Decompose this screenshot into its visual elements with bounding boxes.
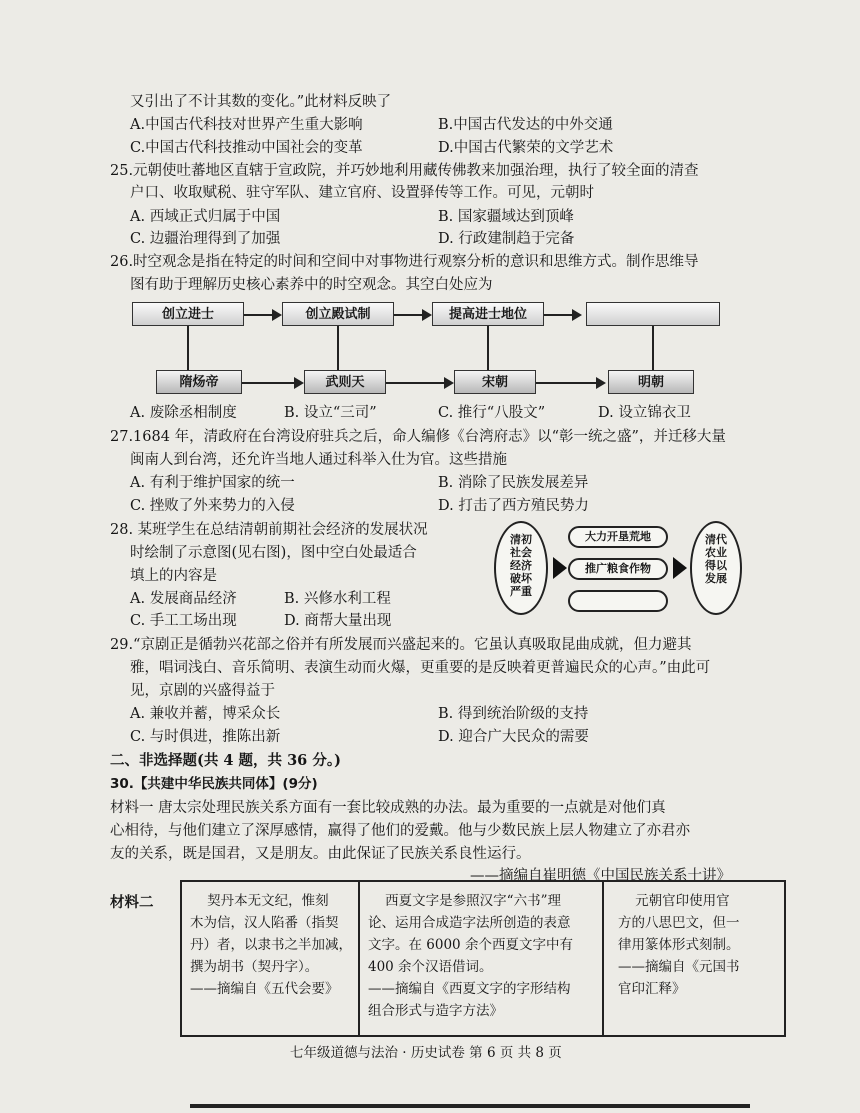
q28-option-b: B. 兴修水利工程 — [284, 591, 391, 607]
cell-line: 论、运用合成造字法所创造的表意 — [368, 915, 571, 931]
q29-option-c: C. 与时俱进，推陈出新 — [130, 729, 281, 745]
material2-cell-xixia — [360, 882, 604, 1035]
q24-stem-tail: 又引出了不计其数的变化。”此材料反映了 — [130, 94, 392, 110]
q29-option-a: A. 兼收并蓄，博采众长 — [130, 706, 281, 722]
arrow-right-icon — [596, 377, 606, 389]
flow-box-bottom-2: 武则天 — [304, 370, 386, 394]
flow-connector — [652, 326, 654, 372]
q27-stem-line2: 闽南人到台湾，还允许当地人通过科举入仕为官。这些措施 — [130, 452, 507, 468]
section-heading: 二、非选择题(共 4 题，共 36 分。) — [110, 752, 341, 769]
q30-material1-line1: 材料一 唐太宗处理民族关系方面有一套比较成熟的办法。最为重要的一点就是对他们真 — [110, 800, 666, 816]
q29-option-b: B. 得到统治阶级的支持 — [438, 706, 589, 722]
flow-connector — [244, 314, 274, 316]
flow-box-bottom-3: 宋朝 — [454, 370, 536, 394]
cell-line: 撰为胡书（契丹字）。 — [190, 959, 319, 975]
q29-stem-line1: 29.“京剧正是循勃兴花部之俗并有所发展而兴盛起来的。它虽认真吸取昆曲成就，但力避其 — [110, 637, 692, 653]
cell-line: 元朝官印使用官 — [618, 893, 730, 909]
cell-line: 木为信，汉人陷番（指契 — [190, 915, 339, 931]
q30-material1-line3: 友的关系，既是国君，又是朋友。由此保证了民族关系良性运行。 — [110, 846, 531, 862]
arrow-right-icon — [294, 377, 304, 389]
cell-line: 丹）者，以隶书之半加减， — [190, 937, 352, 953]
arrow-right-icon — [272, 309, 282, 321]
q27-stem-line1: 27.1684 年，清政府在台湾设府驻兵之后，命人编修《台湾府志》以“彰一统之盛”，并迁移大量 — [110, 429, 726, 445]
q26-stem-line2: 图有助于理解历史核心素养中的时空观念。其空白处应为 — [130, 277, 493, 293]
cell-line: 契丹本无文纪，惟刻 — [190, 893, 329, 909]
q30-material2-label: 材料二 — [110, 894, 154, 911]
q25-option-c: C. 边疆治理得到了加强 — [130, 231, 281, 247]
flow-box-bottom-4: 明朝 — [608, 370, 694, 394]
flow-connector — [536, 382, 598, 384]
page-footer: 七年级道德与法治 · 历史试卷 第 6 页 共 8 页 — [290, 1045, 562, 1061]
diagram-blank-slot — [568, 590, 668, 612]
q24-option-a: A.中国古代科技对世界产生重大影响 — [130, 117, 363, 133]
material2-cell-khitan — [182, 882, 360, 1035]
flow-box-top-3: 提高进士地位 — [432, 302, 544, 326]
q26-stem-line1: 26.时空观念是指在特定的时间和空间中对事物进行观察分析的意识和思维方式。制作思维导 — [110, 254, 699, 270]
flow-connector — [394, 314, 424, 316]
material2-table — [180, 880, 786, 1037]
q30-heading: 30.【共建中华民族共同体】(9分) — [110, 776, 318, 792]
q28-option-d: D. 商帮大量出现 — [284, 613, 392, 629]
q26-option-a: A. 废除丞相制度 — [130, 405, 237, 421]
arrow-right-icon — [553, 557, 567, 579]
cell-line: 方的八思巴文，但一 — [618, 915, 740, 931]
q29-option-d: D. 迎合广大民众的需要 — [438, 729, 589, 745]
q28-stem-line2: 时绘制了示意图(见右图)，图中空白处最适合 — [130, 545, 417, 561]
q30-material1-source: ——摘编自崔明德《中国民族关系十讲》 — [470, 868, 731, 884]
q24-option-d: D.中国古代繁荣的文学艺术 — [438, 140, 614, 156]
q25-option-b: B. 国家疆域达到顶峰 — [438, 209, 574, 225]
flow-box-top-1: 创立进士 — [132, 302, 244, 326]
cell-line: 西夏文字是参照汉字“六书”理 — [368, 893, 561, 909]
cell-source: 官印汇释》 — [618, 981, 686, 997]
arrow-right-icon — [572, 309, 582, 321]
q28-stem-line1: 28. 某班学生在总结清朝前期社会经济的发展状况 — [110, 522, 428, 538]
q27-option-c: C. 挫败了外来势力的入侵 — [130, 498, 295, 514]
diagram-measure-2: 推广粮食作物 — [568, 558, 668, 580]
q30-material1-line2: 心相待，与他们建立了深厚感情，赢得了他们的爱戴。他与少数民族上层人物建立了亦君亦 — [110, 823, 690, 839]
cell-source: ——摘编自《西夏文字的字形结构 — [368, 981, 571, 997]
page-edge-divider — [190, 1104, 750, 1108]
arrow-right-icon — [673, 557, 687, 579]
q24-option-b: B.中国古代发达的中外交通 — [438, 117, 613, 133]
flow-box-bottom-1: 隋炀帝 — [156, 370, 242, 394]
q29-stem-line3: 见，京剧的兴盛得益于 — [130, 683, 275, 699]
q25-option-a: A. 西域正式归属于中国 — [130, 209, 281, 225]
q27-option-a: A. 有利于维护国家的统一 — [130, 475, 295, 491]
arrow-right-icon — [422, 309, 432, 321]
q28-option-a: A. 发展商品经济 — [130, 591, 237, 607]
q27-option-b: B. 消除了民族发展差异 — [438, 475, 589, 491]
q25-stem-line1: 25.元朝使吐蕃地区直辖于宣政院，并巧妙地利用藏传佛教来加强治理，执行了较全面的清查 — [110, 163, 699, 179]
q25-option-d: D. 行政建制趋于完备 — [438, 231, 575, 247]
material2-cell-yuan — [604, 882, 784, 1035]
cell-source: ——摘编自《五代会要》 — [190, 981, 339, 997]
diagram-cause-oval: 清初社会经济破坏严重 — [494, 521, 548, 615]
cell-source: ——摘编自《元国书 — [618, 959, 740, 975]
flow-connector — [242, 382, 296, 384]
flow-connector — [386, 382, 446, 384]
flow-connector — [187, 326, 189, 372]
q28-stem-line3: 填上的内容是 — [130, 568, 217, 584]
flow-connector — [487, 326, 489, 372]
flow-connector — [337, 326, 339, 372]
q29-stem-line2: 雅，唱词浅白、音乐简明、表演生动而火爆，更重要的是反映着更普遍民众的心声。”由此可 — [130, 660, 711, 676]
q25-stem-line2: 户口、收取赋税、驻守军队、建立官府、设置驿传等工作。可见，元朝时 — [130, 185, 594, 201]
flow-box-top-2: 创立殿试制 — [282, 302, 394, 326]
q26-option-d: D. 设立锦衣卫 — [598, 405, 691, 421]
cell-source: 组合形式与造字方法》 — [368, 1003, 503, 1019]
q26-option-b: B. 设立“三司” — [284, 405, 377, 421]
arrow-right-icon — [444, 377, 454, 389]
q26-option-c: C. 推行“八股文” — [438, 405, 546, 421]
q27-option-d: D. 打击了西方殖民势力 — [438, 498, 589, 514]
cell-line: 400 余个汉语借词。 — [368, 959, 493, 975]
cell-line: 文字。在 6000 余个西夏文字中有 — [368, 937, 573, 953]
flow-connector — [544, 314, 574, 316]
q24-option-c: C.中国古代科技推动中国社会的变革 — [130, 140, 363, 156]
diagram-result-oval: 清代农业得以发展 — [690, 521, 742, 615]
cell-line: 律用篆体形式刻制。 — [618, 937, 740, 953]
flow-box-blank — [586, 302, 720, 326]
diagram-measure-1: 大力开垦荒地 — [568, 526, 668, 548]
q28-option-c: C. 手工工场出现 — [130, 613, 237, 629]
